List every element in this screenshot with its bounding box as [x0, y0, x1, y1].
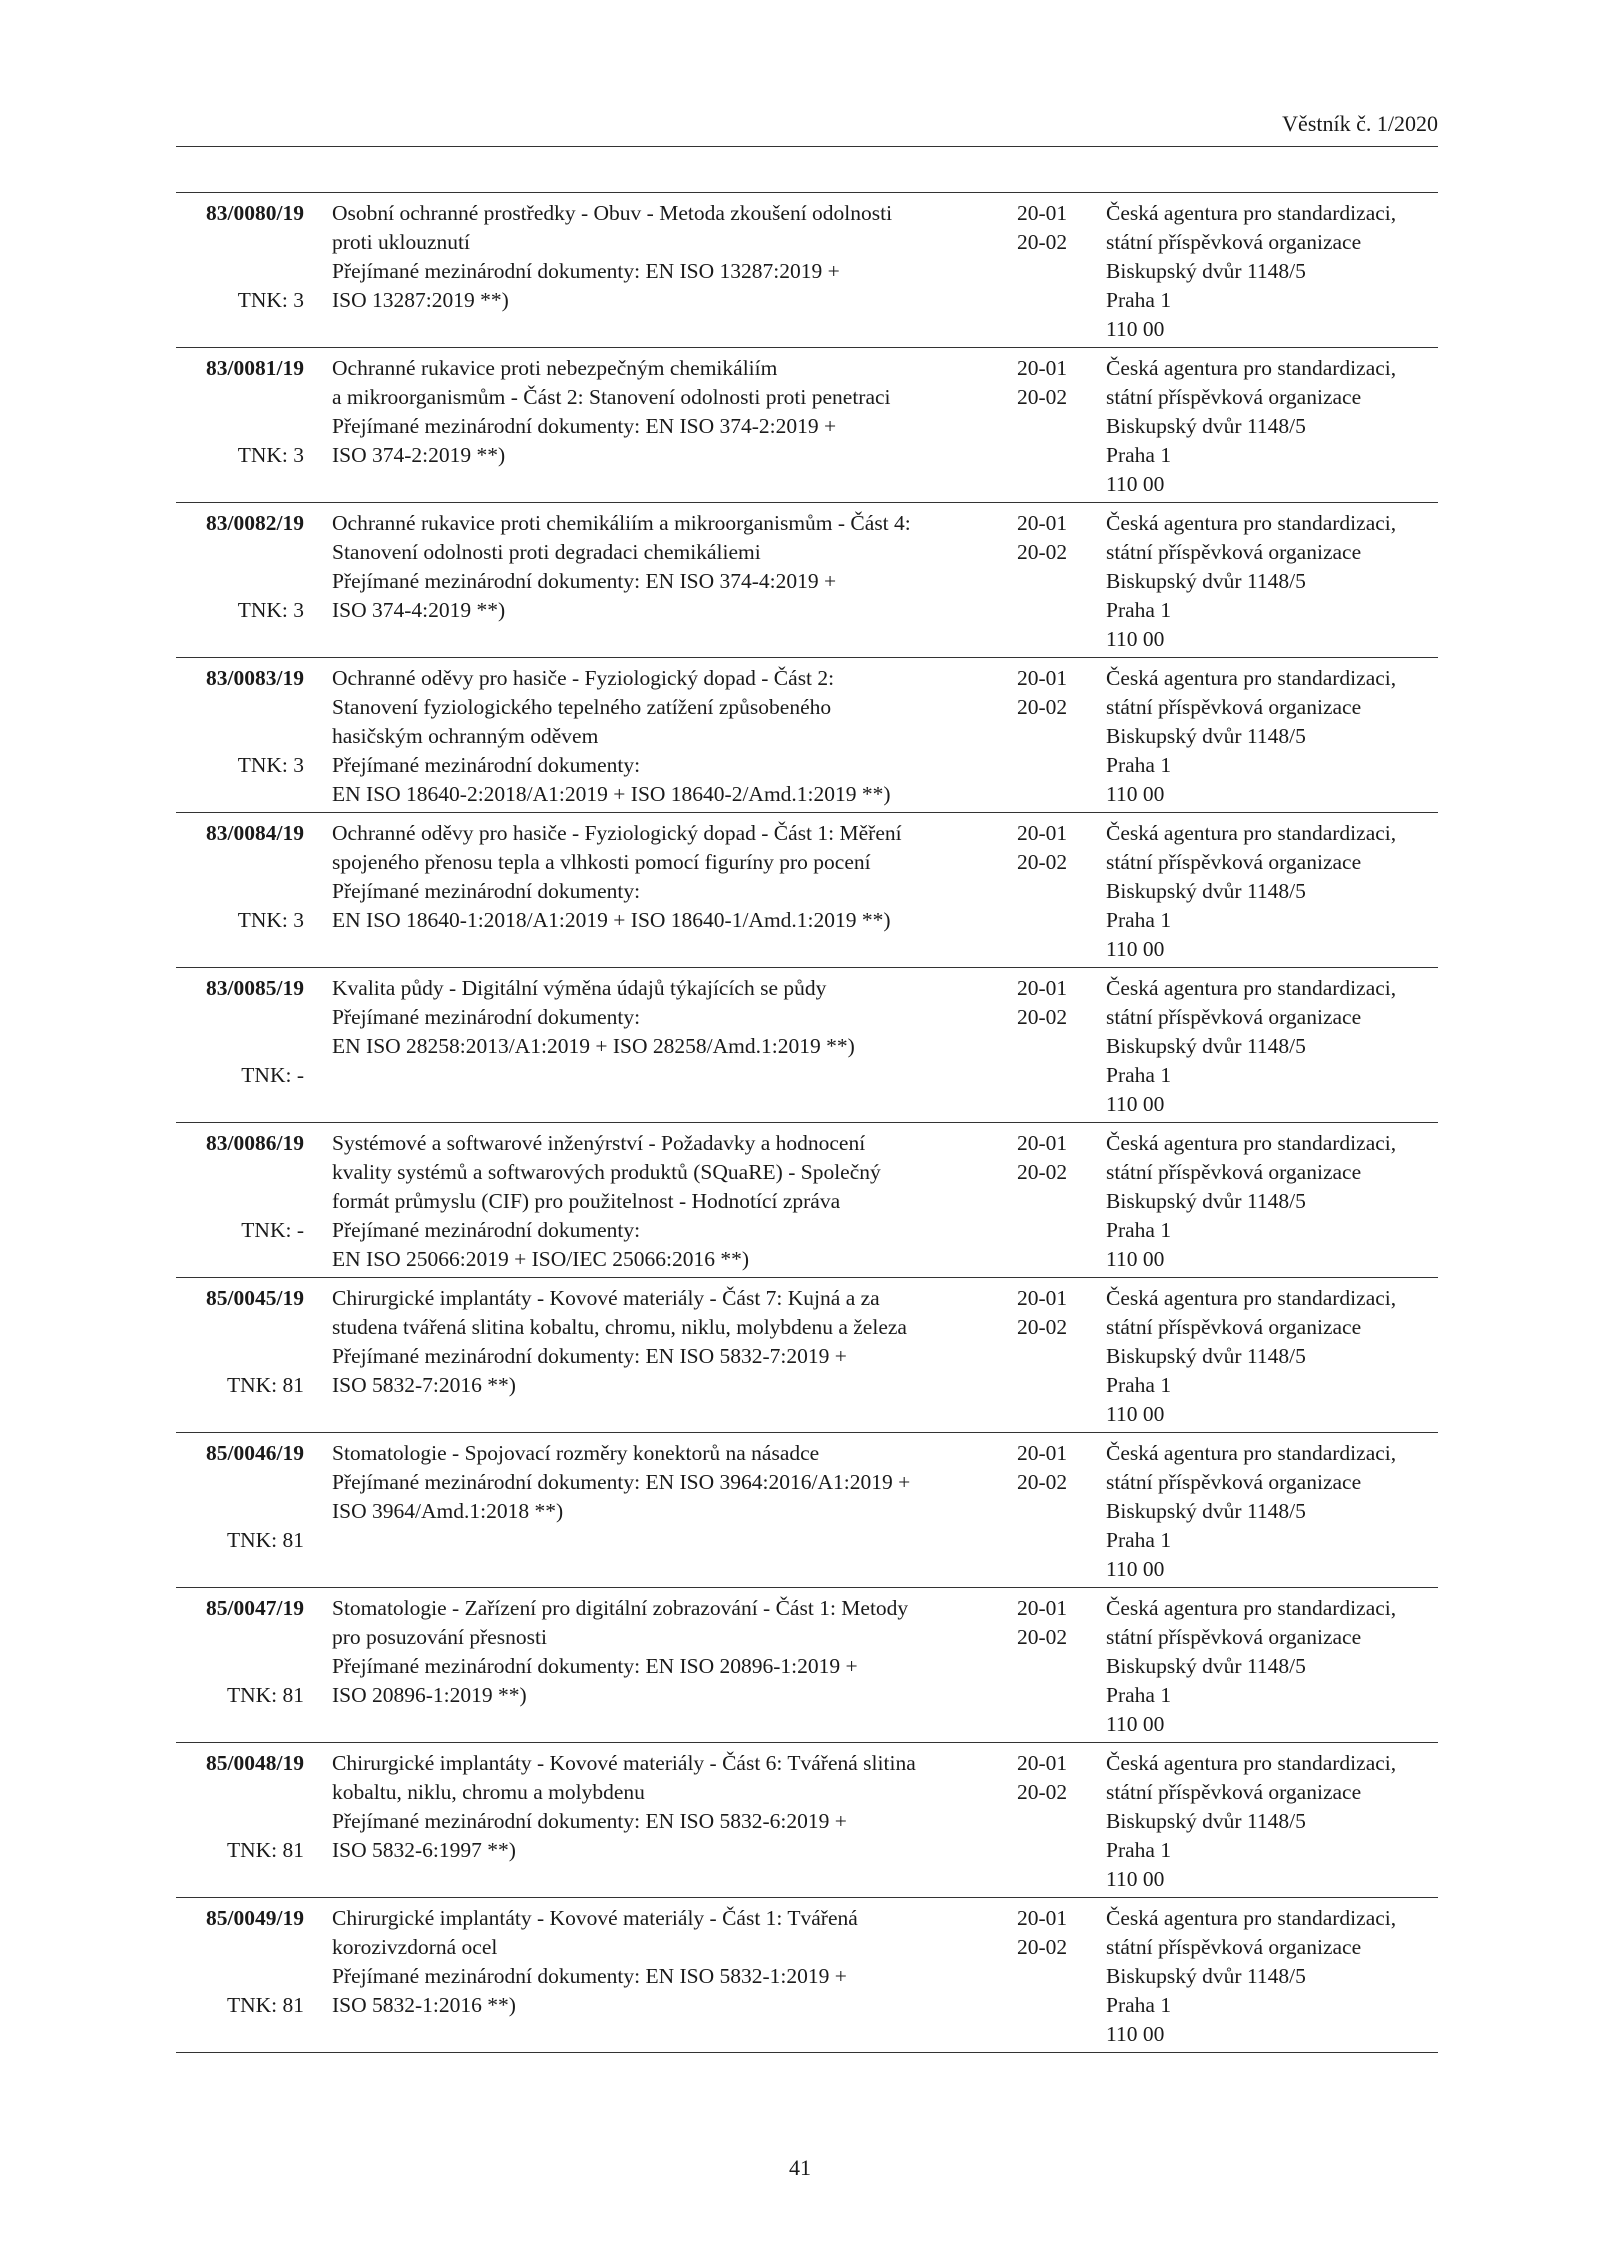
- entry-tnk: TNK: 3: [237, 598, 304, 622]
- entry-id: 83/0082/19: [206, 511, 304, 535]
- entry-organization: [1106, 1284, 1446, 1429]
- entry-tnk: TNK: 81: [226, 1838, 304, 1862]
- entry-title: [332, 354, 891, 470]
- table-row: [176, 1588, 1438, 1743]
- organization-line: Česká agentura pro standardizaci,: [1106, 1596, 1397, 1620]
- entry-id: 83/0083/19: [206, 666, 304, 690]
- organization-line: Biskupský dvůr 1148/5: [1106, 1654, 1306, 1678]
- page-number: 41: [789, 2155, 811, 2180]
- organization-line: Biskupský dvůr 1148/5: [1106, 879, 1306, 903]
- organization-line: 110 00: [1106, 627, 1165, 651]
- entry-tnk: TNK: 81: [226, 1993, 304, 2017]
- entry-code: 20-01: [1017, 1596, 1068, 1620]
- organization-line: státní příspěvková organizace: [1106, 1160, 1362, 1184]
- entry-title-line: ISO 374-4:2019 **): [332, 598, 506, 622]
- organization-line: Praha 1: [1106, 1838, 1172, 1862]
- entry-title-line: Přejímané mezinárodní dokumenty: EN ISO 374-4:2019 +: [332, 569, 837, 593]
- entry-title-line: Ochranné oděvy pro hasiče - Fyziologický dopad - Část 2:: [332, 666, 835, 690]
- entry-title-line: ISO 13287:2019 **): [332, 288, 509, 312]
- organization-line: Biskupský dvůr 1148/5: [1106, 1189, 1306, 1213]
- entry-title-line: Chirurgické implantáty - Kovové materiály - Část 1: Tvářená: [332, 1906, 858, 1930]
- entry-id: 85/0045/19: [206, 1286, 304, 1310]
- organization-line: Česká agentura pro standardizaci,: [1106, 821, 1397, 845]
- organization-line: státní příspěvková organizace: [1106, 850, 1362, 874]
- organization-line: Biskupský dvůr 1148/5: [1106, 259, 1306, 283]
- entry-code: 20-01: [1017, 666, 1068, 690]
- table-row: [176, 1278, 1438, 1433]
- entry-title: [332, 1129, 881, 1274]
- organization-line: 110 00: [1106, 782, 1165, 806]
- entry-title-line: korozivzdorná ocel: [332, 1935, 498, 1959]
- entry-codes: [1017, 509, 1097, 567]
- organization-line: Česká agentura pro standardizaci,: [1106, 1131, 1397, 1155]
- entry-tnk: TNK: 3: [237, 753, 304, 777]
- entry-title-line: Kvalita půdy - Digitální výměna údajů týkajících se půdy: [332, 976, 827, 1000]
- entry-codes: [1017, 974, 1097, 1032]
- entry-code: 20-01: [1017, 511, 1068, 535]
- entry-title-line: Osobní ochranné prostředky - Obuv - Metoda zkoušení odolnosti: [332, 201, 893, 225]
- organization-line: Česká agentura pro standardizaci,: [1106, 976, 1397, 1000]
- organization-line: 110 00: [1106, 1712, 1165, 1736]
- organization-line: Česká agentura pro standardizaci,: [1106, 201, 1397, 225]
- entry-id: 83/0085/19: [206, 976, 304, 1000]
- table-row: [176, 1898, 1438, 2053]
- organization-line: Praha 1: [1106, 443, 1172, 467]
- entry-title-line: studena tvářená slitina kobaltu, chromu, niklu, molybdenu a železa: [332, 1315, 907, 1339]
- organization-line: státní příspěvková organizace: [1106, 695, 1362, 719]
- entry-code: 20-02: [1017, 385, 1068, 409]
- entry-code: 20-01: [1017, 1286, 1068, 1310]
- entry-title-line: EN ISO 18640-1:2018/A1:2019 + ISO 18640-1/Amd.1:2019 **): [332, 908, 891, 932]
- entry-code: 20-01: [1017, 201, 1068, 225]
- entry-organization: [1106, 1749, 1446, 1894]
- entry-id: 85/0046/19: [206, 1441, 304, 1465]
- entry-code: 20-01: [1017, 821, 1068, 845]
- organization-line: 110 00: [1106, 1557, 1165, 1581]
- entry-tnk: TNK: 3: [237, 288, 304, 312]
- table-row: [176, 658, 1438, 813]
- table-row: [176, 193, 1438, 348]
- entry-id: 83/0086/19: [206, 1131, 304, 1155]
- entry-title-line: Přejímané mezinárodní dokumenty: EN ISO 20896-1:2019 +: [332, 1654, 858, 1678]
- entry-organization: [1106, 819, 1446, 964]
- entry-title: [332, 199, 893, 315]
- organization-line: Praha 1: [1106, 288, 1172, 312]
- organization-line: Praha 1: [1106, 1683, 1172, 1707]
- entry-organization: [1106, 509, 1446, 654]
- organization-line: státní příspěvková organizace: [1106, 1315, 1362, 1339]
- entry-title: [332, 1904, 872, 2020]
- entry-code: 20-02: [1017, 230, 1068, 254]
- entry-title-line: kobaltu, niklu, chromu a molybdenu: [332, 1780, 645, 1804]
- table-row: [176, 348, 1438, 503]
- entry-title: [332, 509, 911, 625]
- entry-title-line: hasičským ochranným oděvem: [332, 724, 599, 748]
- entry-code: 20-01: [1017, 356, 1068, 380]
- entry-title-line: a mikroorganismům - Část 2: Stanovení odolnosti proti penetraci: [332, 385, 891, 409]
- entry-id: 83/0084/19: [206, 821, 304, 845]
- organization-line: Česká agentura pro standardizaci,: [1106, 356, 1397, 380]
- entry-title-line: formát průmyslu (CIF) pro použitelnost - Hodnotící zpráva: [332, 1189, 841, 1213]
- entry-id: 85/0049/19: [206, 1906, 304, 1930]
- entry-title-line: Přejímané mezinárodní dokumenty: EN ISO 3964:2016/A1:2019 +: [332, 1470, 911, 1494]
- organization-line: Biskupský dvůr 1148/5: [1106, 1034, 1306, 1058]
- entry-title: [332, 1284, 907, 1400]
- organization-line: Praha 1: [1106, 1528, 1172, 1552]
- entry-title-line: Přejímané mezinárodní dokumenty:: [332, 879, 641, 903]
- entry-title-line: Přejímané mezinárodní dokumenty:: [332, 1005, 641, 1029]
- entry-title-line: Ochranné rukavice proti nebezpečným chemikáliím: [332, 356, 778, 380]
- entry-tnk: TNK: 81: [226, 1528, 304, 1552]
- entry-codes: [1017, 1904, 1097, 1962]
- organization-line: Praha 1: [1106, 1373, 1172, 1397]
- organization-line: Česká agentura pro standardizaci,: [1106, 1751, 1397, 1775]
- entry-title-line: Systémové a softwarové inženýrství - Požadavky a hodnocení: [332, 1131, 866, 1155]
- entry-codes: [1017, 354, 1097, 412]
- entry-title-line: Ochranné oděvy pro hasiče - Fyziologický dopad - Část 1: Měření: [332, 821, 902, 845]
- organization-line: Biskupský dvůr 1148/5: [1106, 724, 1306, 748]
- entry-code: 20-02: [1017, 1315, 1068, 1339]
- organization-line: Praha 1: [1106, 1218, 1172, 1242]
- organization-line: Praha 1: [1106, 908, 1172, 932]
- entry-tnk: TNK: 81: [226, 1373, 304, 1397]
- entry-title-line: kvality systémů a softwarových produktů (SQuaRE) - Společný: [332, 1160, 881, 1184]
- entry-title-line: Stomatologie - Zařízení pro digitální zobrazování - Část 1: Metody: [332, 1596, 909, 1620]
- entry-title-line: ISO 3964/Amd.1:2018 **): [332, 1499, 564, 1523]
- entry-id: 85/0047/19: [206, 1596, 304, 1620]
- organization-line: Biskupský dvůr 1148/5: [1106, 1809, 1306, 1833]
- organization-line: Biskupský dvůr 1148/5: [1106, 569, 1306, 593]
- entry-code: 20-01: [1017, 1131, 1068, 1155]
- organization-line: Biskupský dvůr 1148/5: [1106, 1499, 1306, 1523]
- entry-codes: [1017, 1439, 1097, 1497]
- entry-tnk: TNK: -: [241, 1218, 304, 1242]
- organization-line: Praha 1: [1106, 1063, 1172, 1087]
- entry-code: 20-01: [1017, 976, 1068, 1000]
- entry-organization: [1106, 1594, 1446, 1739]
- entry-title-line: Přejímané mezinárodní dokumenty: EN ISO 5832-6:2019 +: [332, 1809, 847, 1833]
- entry-id: 85/0048/19: [206, 1751, 304, 1775]
- organization-line: Praha 1: [1106, 598, 1172, 622]
- header-rule: [176, 146, 1438, 147]
- entry-title-line: ISO 5832-6:1997 **): [332, 1838, 516, 1862]
- entry-tnk: TNK: 3: [237, 443, 304, 467]
- entry-title-line: Přejímané mezinárodní dokumenty:: [332, 1218, 641, 1242]
- organization-line: 110 00: [1106, 1247, 1165, 1271]
- entry-organization: [1106, 1904, 1446, 2049]
- organization-line: 110 00: [1106, 937, 1165, 961]
- entry-code: 20-02: [1017, 1005, 1068, 1029]
- entry-organization: [1106, 199, 1446, 344]
- organization-line: státní příspěvková organizace: [1106, 1470, 1362, 1494]
- entry-title-line: proti uklouznutí: [332, 230, 470, 254]
- organization-line: 110 00: [1106, 1092, 1165, 1116]
- organization-line: státní příspěvková organizace: [1106, 385, 1362, 409]
- entry-title-line: EN ISO 25066:2019 + ISO/IEC 25066:2016 **): [332, 1247, 750, 1271]
- entry-title-line: ISO 374-2:2019 **): [332, 443, 506, 467]
- table-row: [176, 1123, 1438, 1278]
- organization-line: státní příspěvková organizace: [1106, 540, 1362, 564]
- entry-title-line: Chirurgické implantáty - Kovové materiály - Část 6: Tvářená slitina: [332, 1751, 916, 1775]
- entry-title: [332, 1594, 909, 1710]
- table-row: [176, 1433, 1438, 1588]
- organization-line: státní příspěvková organizace: [1106, 1625, 1362, 1649]
- entry-title-line: Chirurgické implantáty - Kovové materiály - Část 7: Kujná a za: [332, 1286, 880, 1310]
- entry-code: 20-01: [1017, 1906, 1068, 1930]
- entry-title-line: EN ISO 18640-2:2018/A1:2019 + ISO 18640-2/Amd.1:2019 **): [332, 782, 891, 806]
- entry-title-line: ISO 5832-7:2016 **): [332, 1373, 516, 1397]
- organization-line: Praha 1: [1106, 1993, 1172, 2017]
- entry-title-line: Stanovení fyziologického tepelného zatížení způsobeného: [332, 695, 832, 719]
- entry-codes: [1017, 1129, 1097, 1187]
- entry-code: 20-02: [1017, 1470, 1068, 1494]
- entry-code: 20-02: [1017, 1935, 1068, 1959]
- entry-codes: [1017, 1594, 1097, 1652]
- organization-line: Česká agentura pro standardizaci,: [1106, 1441, 1397, 1465]
- entry-tnk: TNK: -: [241, 1063, 304, 1087]
- organization-line: státní příspěvková organizace: [1106, 1005, 1362, 1029]
- organization-line: státní příspěvková organizace: [1106, 1780, 1362, 1804]
- organization-line: Česká agentura pro standardizaci,: [1106, 1286, 1397, 1310]
- entry-code: 20-01: [1017, 1751, 1068, 1775]
- entry-organization: [1106, 354, 1446, 499]
- entry-tnk: TNK: 81: [226, 1683, 304, 1707]
- entry-title: [332, 819, 902, 935]
- table-row: [176, 968, 1438, 1123]
- entry-title-line: EN ISO 28258:2013/A1:2019 + ISO 28258/Amd.1:2019 **): [332, 1034, 855, 1058]
- entry-organization: [1106, 664, 1446, 809]
- organization-line: 110 00: [1106, 1402, 1165, 1426]
- entry-code: 20-02: [1017, 540, 1068, 564]
- entry-title-line: Přejímané mezinárodní dokumenty:: [332, 753, 641, 777]
- entry-codes: [1017, 664, 1097, 722]
- entry-code: 20-02: [1017, 850, 1068, 874]
- entry-title-line: Přejímané mezinárodní dokumenty: EN ISO 5832-1:2019 +: [332, 1964, 847, 1988]
- entry-title: [332, 1749, 916, 1865]
- organization-line: 110 00: [1106, 317, 1165, 341]
- entry-id: 83/0080/19: [206, 201, 304, 225]
- entry-title-line: ISO 5832-1:2016 **): [332, 1993, 516, 2017]
- organization-line: Česká agentura pro standardizaci,: [1106, 666, 1397, 690]
- entry-code: 20-02: [1017, 1625, 1068, 1649]
- entry-title-line: Přejímané mezinárodní dokumenty: EN ISO 5832-7:2019 +: [332, 1344, 847, 1368]
- entry-title: [332, 1439, 911, 1526]
- organization-line: 110 00: [1106, 1867, 1165, 1891]
- entry-title-line: Přejímané mezinárodní dokumenty: EN ISO 13287:2019 +: [332, 259, 840, 283]
- entry-title-line: ISO 20896-1:2019 **): [332, 1683, 527, 1707]
- organization-line: státní příspěvková organizace: [1106, 1935, 1362, 1959]
- organization-line: 110 00: [1106, 2022, 1165, 2046]
- entry-codes: [1017, 819, 1097, 877]
- entry-id: 83/0081/19: [206, 356, 304, 380]
- entry-code: 20-02: [1017, 1160, 1068, 1184]
- entry-code: 20-01: [1017, 1441, 1068, 1465]
- organization-line: státní příspěvková organizace: [1106, 230, 1362, 254]
- entry-code: 20-02: [1017, 1780, 1068, 1804]
- entry-title-line: pro posuzování přesnosti: [332, 1625, 547, 1649]
- standards-table: [176, 192, 1438, 2053]
- entry-title-line: Ochranné rukavice proti chemikáliím a mikroorganismům - Část 4:: [332, 511, 911, 535]
- organization-line: Česká agentura pro standardizaci,: [1106, 1906, 1397, 1930]
- organization-line: Biskupský dvůr 1148/5: [1106, 1964, 1306, 1988]
- organization-line: Biskupský dvůr 1148/5: [1106, 1344, 1306, 1368]
- entry-codes: [1017, 1749, 1097, 1807]
- entry-title: [332, 664, 891, 809]
- entry-organization: [1106, 974, 1446, 1119]
- entry-tnk: TNK: 3: [237, 908, 304, 932]
- table-row: [176, 813, 1438, 968]
- entry-title-line: Stomatologie - Spojovací rozměry konektorů na násadce: [332, 1441, 820, 1465]
- organization-line: Biskupský dvůr 1148/5: [1106, 414, 1306, 438]
- organization-line: 110 00: [1106, 472, 1165, 496]
- entry-title-line: Přejímané mezinárodní dokumenty: EN ISO 374-2:2019 +: [332, 414, 837, 438]
- organization-line: Praha 1: [1106, 753, 1172, 777]
- entry-codes: [1017, 1284, 1097, 1342]
- entry-code: 20-02: [1017, 695, 1068, 719]
- entry-organization: [1106, 1439, 1446, 1584]
- organization-line: Česká agentura pro standardizaci,: [1106, 511, 1397, 535]
- page-header-title: Věstník č. 1/2020: [1282, 111, 1438, 136]
- table-row: [176, 503, 1438, 658]
- table-row: [176, 1743, 1438, 1898]
- entry-title-line: Stanovení odolnosti proti degradaci chemikáliemi: [332, 540, 761, 564]
- entry-title: [332, 974, 872, 1061]
- entry-codes: [1017, 199, 1097, 257]
- entry-title-line: spojeného přenosu tepla a vlhkosti pomocí figuríny pro pocení: [332, 850, 871, 874]
- entry-organization: [1106, 1129, 1446, 1274]
